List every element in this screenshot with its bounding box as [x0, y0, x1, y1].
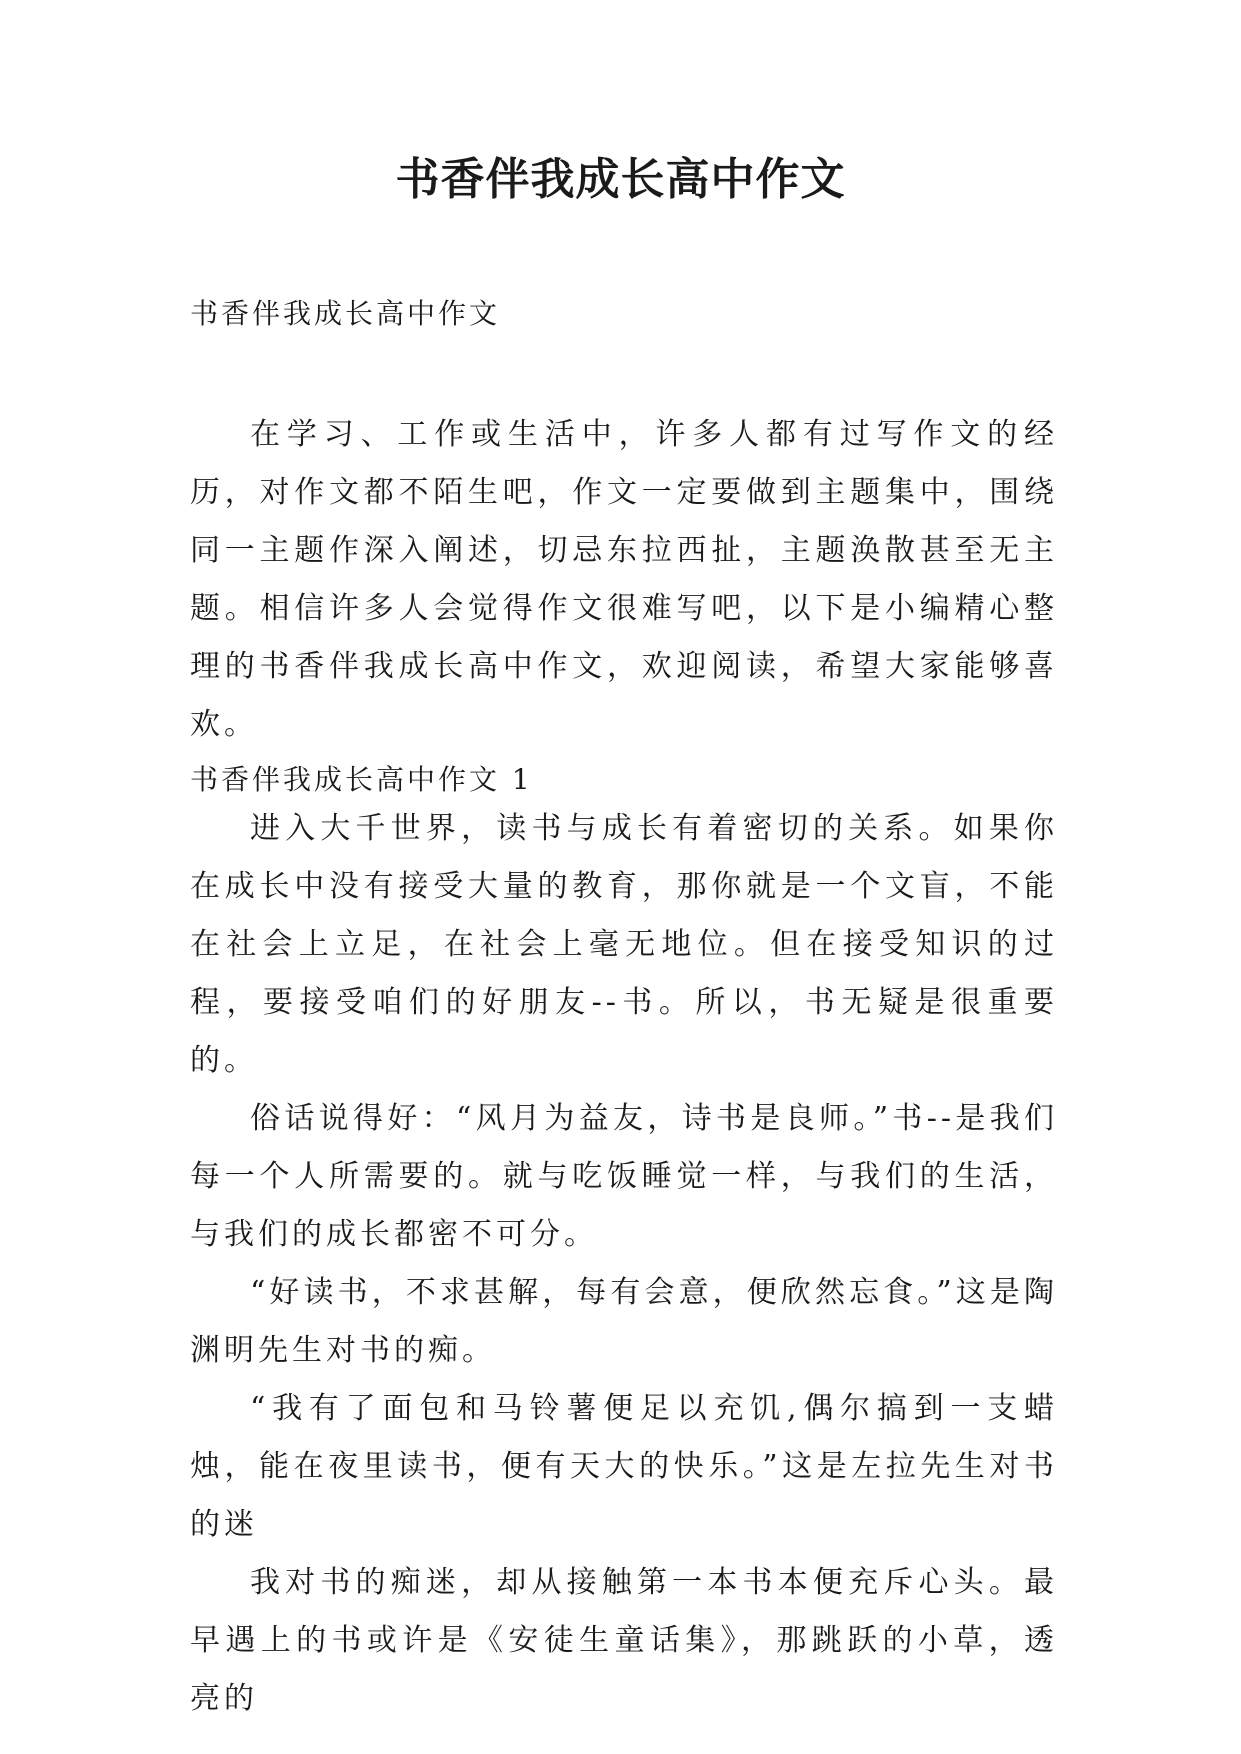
essay-paragraph-1: 进入大千世界，读书与成长有着密切的关系。如果你在成长中没有接受大量的教育，那你就是一个文盲，不能在社会上立足，在社会上毫无地位。但在接受知识的过程，要接受咱们的好朋友--书。所以，书无疑是很重要的。	[190, 811, 1058, 1078]
document-title: 书香伴我成长高中作文	[395, 154, 846, 205]
essay-paragraph-3: “好读书，不求甚解，每有会意，便欣然忘食。”这是陶渊明先生对书的痴。	[190, 1275, 1058, 1368]
section-heading: 书香伴我成长高中作文 1	[190, 763, 533, 796]
intro-section	[190, 406, 1058, 754]
essay-paragraph-4: “我有了面包和马铃薯便足以充饥,偶尔搞到一支蜡烛，能在夜里读书，便有天大的快乐。”这是左拉先生对书的迷	[190, 1391, 1058, 1542]
essay-paragraph-2: 俗话说得好：“风月为益友，诗书是良师。”书--是我们每一个人所需要的。就与吃饭睡觉一样，与我们的生活，与我们的成长都密不可分。	[190, 1101, 1058, 1252]
intro-paragraph: 在学习、工作或生活中，许多人都有过写作文的经历，对作文都不陌生吧，作文一定要做到主题集中，围绕同一主题作深入阐述，切忌东拉西扯，主题涣散甚至无主题。相信许多人会觉得作文很难写吧，以下是小编精心整理的书香伴我成长高中作文，欢迎阅读，希望大家能够喜欢。	[190, 417, 1058, 742]
essay-body	[190, 800, 1058, 1728]
document-subtitle: 书香伴我成长高中作文	[190, 297, 501, 330]
essay-paragraph-5: 我对书的痴迷，却从接触第一本书本便充斥心头。最早遇上的书或许是《安徒生童话集》，那跳跃的小草，透亮的	[190, 1565, 1058, 1716]
